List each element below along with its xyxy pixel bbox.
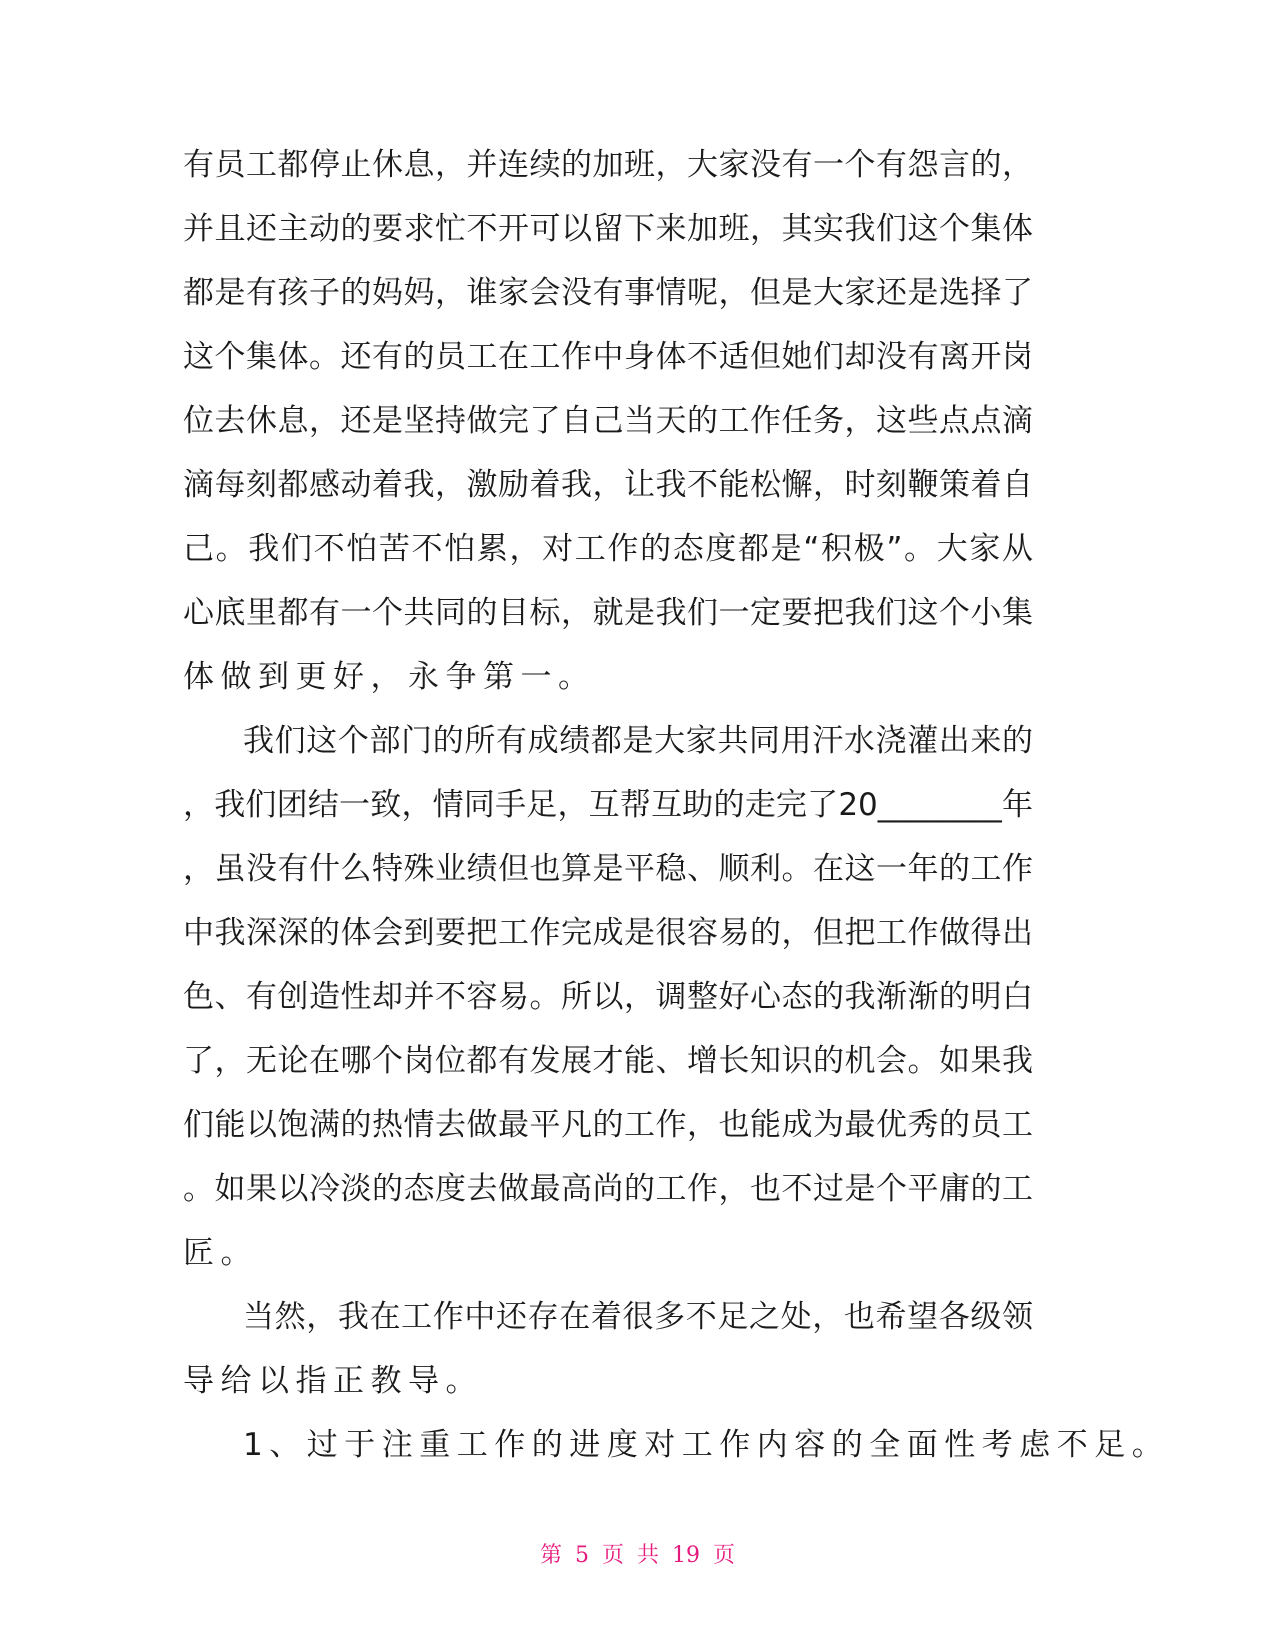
- body-line: 有员工都停止休息，并连续的加班，大家没有一个有怨言的，: [183, 147, 1033, 183]
- body-line: 了，无论在哪个岗位都有发展才能、增长知识的机会。如果我: [183, 1043, 1033, 1079]
- list-item: 1、过于注重工作的进度对工作内容的全面性考虑不足。: [243, 1427, 1170, 1463]
- body-line: 。如果以冷淡的态度去做最高尚的工作，也不过是个平庸的工: [183, 1171, 1033, 1207]
- body-line: 心底里都有一个共同的目标，就是我们一定要把我们这个小集: [183, 595, 1033, 631]
- body-line: ，我们团结一致，情同手足，互帮互助的走完了20________年: [183, 787, 1033, 823]
- body-line: 匠。: [183, 1235, 258, 1271]
- body-line: ，虽没有什么特殊业绩但也算是平稳、顺利。在这一年的工作: [183, 851, 1033, 887]
- body-line: 导给以指正教导。: [183, 1363, 483, 1399]
- body-line: 色、有创造性却并不容易。所以，调整好心态的我渐渐的明白: [183, 979, 1033, 1015]
- body-line: 中我深深的体会到要把工作完成是很容易的，但把工作做得出: [183, 915, 1033, 951]
- body-line: 位去休息，还是坚持做完了自己当天的工作任务，这些点点滴: [183, 403, 1033, 439]
- paragraph-first-line: 当然，我在工作中还存在着很多不足之处，也希望各级领: [243, 1299, 1033, 1335]
- body-line: 这个集体。还有的员工在工作中身体不适但她们却没有离开岗: [183, 339, 1033, 375]
- body-line: 们能以饱满的热情去做最平凡的工作，也能成为最优秀的员工: [183, 1107, 1033, 1143]
- page-number-footer: 第 5 页 共 19 页: [540, 1543, 735, 1568]
- body-line: 并且还主动的要求忙不开可以留下来加班，其实我们这个集体: [183, 211, 1033, 247]
- paragraph-first-line: 我们这个部门的所有成绩都是大家共同用汗水浇灌出来的: [243, 723, 1033, 759]
- body-line: 滴每刻都感动着我，激励着我，让我不能松懈，时刻鞭策着自: [183, 467, 1033, 503]
- body-line: 体做到更好，永争第一。: [183, 659, 596, 695]
- body-line: 都是有孩子的妈妈，谁家会没有事情呢，但是大家还是选择了: [183, 275, 1033, 311]
- body-line: 己。我们不怕苦不怕累，对工作的态度都是“积极”。大家从: [183, 531, 1033, 567]
